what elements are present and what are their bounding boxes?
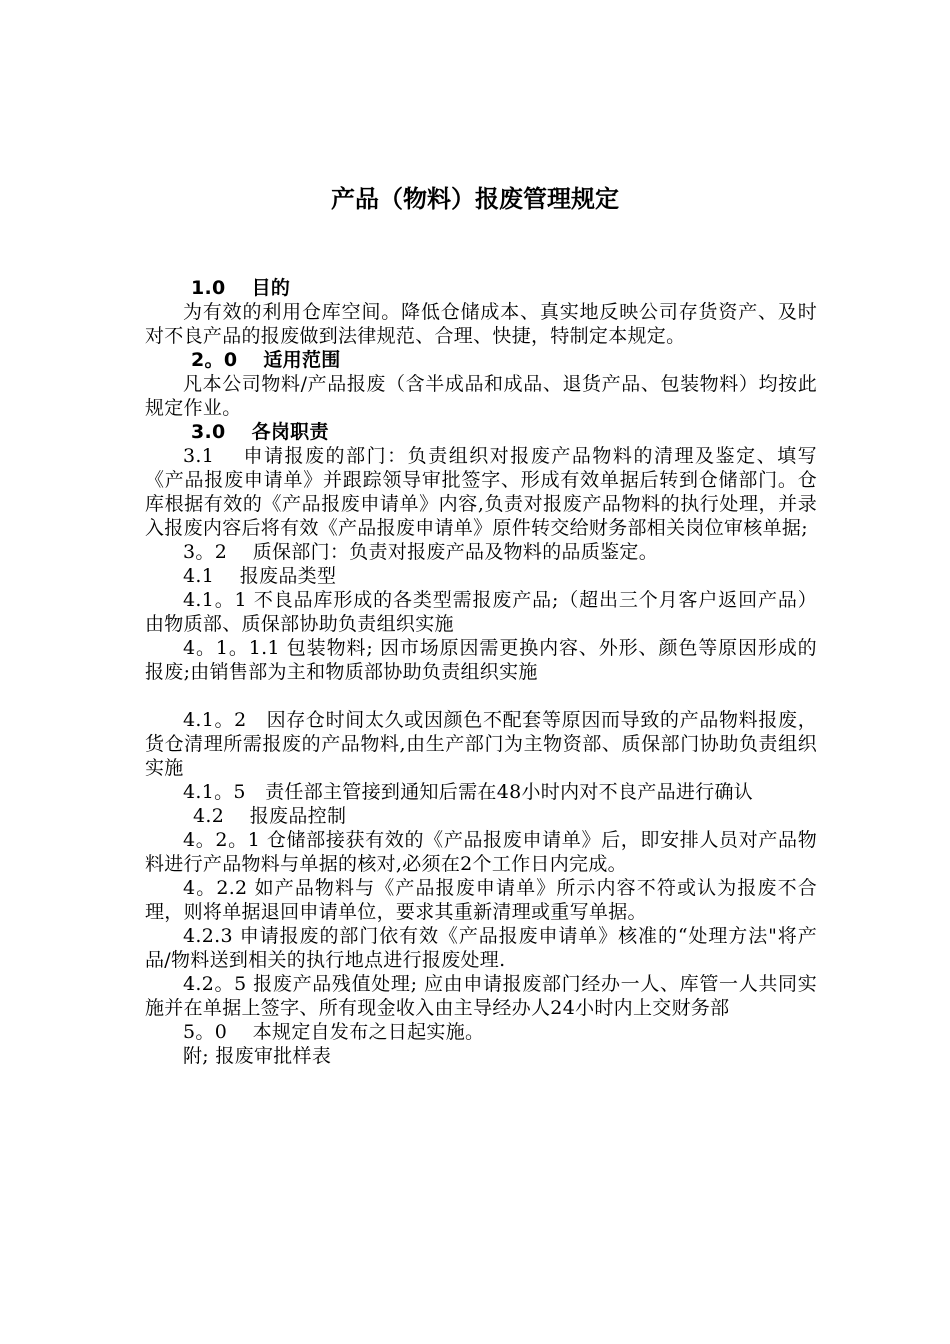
section-heading-purpose xyxy=(145,276,817,300)
section-number: 2。0 xyxy=(191,349,238,371)
paragraph-4-2-5: 4.2。5 报废产品残值处理; 应由申请报废部门经办一人、库管一人共同实施并在单据上签字、所有现金收入由主导经办人24小时内上交财务部 xyxy=(145,973,817,1019)
section-heading-text: 目的 xyxy=(251,277,291,299)
section-heading-text: 适用范围 xyxy=(263,349,341,371)
paragraph-5-0: 5。0 本规定自发布之日起实施。 xyxy=(183,1021,485,1043)
paragraph-appendix: 附; 报废审批样表 xyxy=(183,1045,332,1067)
section-number: 1.0 xyxy=(191,277,226,299)
paragraph-4-1: 4.1 报废品类型 xyxy=(183,565,337,587)
section-heading-text: 各岗职责 xyxy=(251,421,329,443)
paragraph-4-2-3: 4.2.3 申请报废的部门依有效《产品报废申请单》核准的“处理方法"将产品/物料送到相关的执行地点进行报废处理. xyxy=(145,925,817,971)
paragraph-4-1-1-1: 4。1。1.1 包装物料; 因市场原因需更换内容、外形、颜色等原因形成的报废;由销售部为主和物质部协助负责组织实施 xyxy=(145,637,817,683)
paragraph-scope: 凡本公司物料/产品报废（含半成品和成品、退货产品、包装物料）均按此规定作业。 xyxy=(145,373,817,419)
blank-line xyxy=(145,684,817,708)
section-number: 3.0 xyxy=(191,421,226,443)
document-title: 产品（物料）报废管理规定 xyxy=(331,185,619,213)
paragraph-4-1-1: 4.1。1 不良品库形成的各类型需报废产品;（超出三个月客户返回产品）由物质部、质保部协助负责组织实施 xyxy=(145,589,817,635)
section-heading-scope xyxy=(145,348,817,372)
paragraph-purpose: 为有效的利用仓库空间。降低仓储成本、真实地反映公司存货资产、及时对不良产品的报废做到法律规范、合理、快捷，特制定本规定。 xyxy=(145,301,817,347)
section-heading-duties xyxy=(145,420,817,444)
paragraph-4-1-2: 4.1。2 因存仓时间太久或因颜色不配套等原因而导致的产品物料报废，货仓清理所需报废的产品物料,由生产部门为主物资部、质保部门协助负责组织实施 xyxy=(145,709,817,779)
document-body xyxy=(145,276,817,1068)
paragraph-4-1-5: 4.1。5 责任部主管接到通知后需在48小时内对不良产品进行确认 xyxy=(183,781,754,803)
paragraph-3-2: 3。2 质保部门：负责对报废产品及物料的品质鉴定。 xyxy=(183,541,659,563)
paragraph-4-2-1: 4。2。1 仓储部接获有效的《产品报废申请单》后，即安排人员对产品物料进行产品物料与单据的核对,必须在2个工作日内完成。 xyxy=(145,829,817,875)
paragraph-4-2-2: 4。2.2 如产品物料与《产品报废申请单》所示内容不符或认为报废不合理，则将单据退回申请单位，要求其重新清理或重写单据。 xyxy=(145,877,817,923)
paragraph-3-1: 3.1 申请报废的部门：负责组织对报废产品物料的清理及鉴定、填写《产品报废申请单》并跟踪领导审批签字、形成有效单据后转到仓储部门。仓库根据有效的《产品报废申请单》内容,负责对报废产品物料的执行处理，并录入报废内容后将有效《产品报废申请单》原件转交给财务部相关岗位审核单据; xyxy=(145,445,817,539)
paragraph-4-2: 4.2 报废品控制 xyxy=(193,805,347,827)
